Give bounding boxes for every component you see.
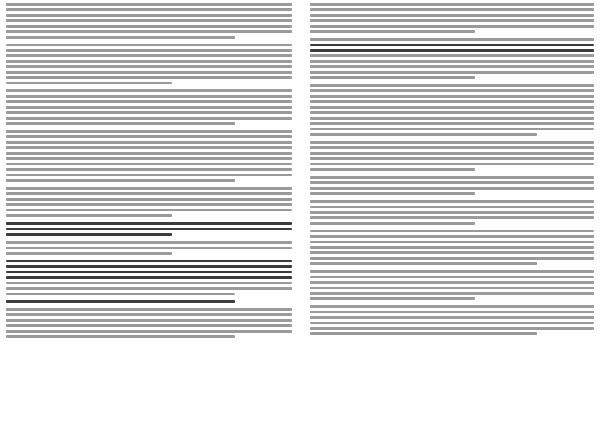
paragraph [6,89,292,125]
paragraph [6,241,292,255]
paragraph [6,187,292,217]
bold-paragraph [6,222,292,236]
paragraph [310,270,594,300]
section-heading [6,300,292,303]
paragraph [310,84,594,136]
paragraph [310,176,594,195]
paragraph [6,260,292,296]
paragraph [6,3,292,39]
paragraph [6,308,292,338]
article-column-left [6,3,292,343]
article-column-right [310,3,594,340]
paragraph [310,38,594,79]
paragraph [6,130,292,182]
paragraph [6,44,292,85]
paragraph [310,3,594,33]
paragraph [310,305,594,335]
paragraph [310,141,594,171]
paragraph [310,230,594,266]
paragraph [310,200,594,225]
